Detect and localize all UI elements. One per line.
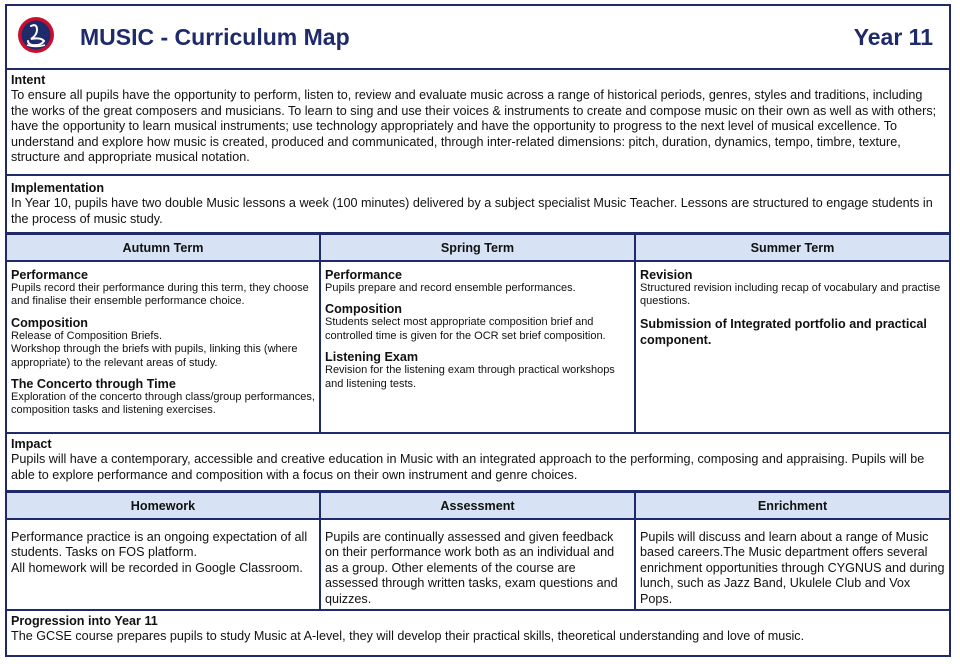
summer-submission-heading: Submission of Integrated portfolio and practical component. (640, 316, 927, 347)
curriculum-map (5, 4, 951, 657)
terms-row (7, 262, 949, 434)
progression-title: Progression into Year 11 (11, 614, 158, 628)
summer-revision-text: Structured revision including recap of vocabulary and practise questions. (640, 282, 941, 308)
implementation-section (7, 176, 949, 234)
autumn-performance-text: Pupils record their performance during this term, they choose and finalise their ensemble performance choice. (11, 282, 309, 308)
impact-text: Pupils will have a contemporary, accessible and creative education in Music with an integrated approach to the performing, composing and appraising. Pupils will be able to explore performance and composition with a focus on their own instrument and genre choices. (11, 452, 925, 482)
spring-listening-heading: Listening Exam (325, 350, 419, 365)
summer-revision (640, 268, 945, 309)
spring-performance-heading: Performance (325, 268, 402, 282)
autumn-composition (11, 316, 315, 370)
spring-listening-text: Revision for the listening exam through practical workshops and listening tests. (325, 364, 615, 390)
page-title: MUSIC - Curriculum Map (80, 24, 350, 50)
assessment-header: Assessment (321, 492, 636, 520)
summer-term-cell (636, 262, 949, 432)
progression-section (7, 609, 949, 655)
year-label: Year 11 (853, 24, 933, 50)
intent-section (7, 68, 949, 176)
bottom-row (7, 520, 949, 611)
enrichment-text: Pupils will discuss and learn about a range of Music based careers.The Music department offers several enrichment opportunities through CYGNUS and during lunch, such as Jazz Band, Ukulele Club and Vox Pops. (640, 530, 945, 606)
bottom-header-row (7, 492, 949, 520)
homework-text: Performance practice is an ongoing expectation of all students. Tasks on FOS platform. All homework will be recorded in Google Classroom. (7, 520, 321, 609)
intent-title: Intent (11, 73, 46, 87)
autumn-concerto-heading: The Concerto through Time (11, 377, 176, 392)
spring-performance-text: Pupils prepare and record ensemble performances. (325, 282, 576, 294)
summer-submission (640, 316, 945, 348)
intent-text: To ensure all pupils have the opportunity to perform, listen to, review and evaluate music across a range of historical periods, genres, styles and traditions, including the works of the great composers and musicians. To learn to sing and use their voices & instruments to create and compose music on their own as well as with others; have the opportunity to learn musical instruments; use technology appropriately and have the opportunity to progress to the next level of musical excellence. To understand and explore how music is created, produced and communicated, through inter-related dimensions: pitch, duration, dynamics, tempo, timbre, texture, structure and appropriate musical notation. (11, 88, 937, 165)
implementation-text: In Year 10, pupils have two double Music lessons a week (100 minutes) delivered by a subject specialist Music Teacher. Lessons are structured to engage students in the process of music study. (11, 196, 933, 226)
enrichment-header: Enrichment (636, 492, 949, 520)
term-header-row (7, 234, 949, 262)
spring-composition (325, 302, 630, 343)
autumn-performance-heading: Performance (11, 268, 88, 282)
swan-crest-icon (17, 16, 55, 54)
homework-header: Homework (7, 492, 321, 520)
autumn-composition-heading: Composition (11, 315, 88, 330)
autumn-concerto-text: Exploration of the concerto through class/group performances, composition tasks and listening exercises. (11, 391, 315, 417)
implementation-title: Implementation (11, 181, 105, 195)
impact-section (7, 432, 949, 492)
spring-listening-exam (325, 350, 630, 391)
autumn-composition-text: Release of Composition Briefs. Workshop through the briefs with pupils, linking this (where appropriate) to the relevant areas of study. (11, 329, 298, 369)
impact-title: Impact (11, 437, 52, 451)
assessment-text: Pupils are continually assessed and given feedback on their performance work both as an individual and as a group. Other elements of the course are assessed through written tasks, exam questions and quizzes. (321, 520, 636, 609)
spring-performance (325, 268, 630, 295)
header (7, 6, 949, 70)
progression-text: The GCSE course prepares pupils to study Music at A-level, they will develop their practical skills, theoretical understanding and love of music. (11, 629, 805, 644)
spring-term-header: Spring Term (321, 234, 636, 262)
spring-composition-text: Students select most appropriate composition brief and controlled time is given for the OCR set brief composition. (325, 316, 606, 342)
spring-composition-heading: Composition (325, 302, 402, 317)
summer-revision-heading: Revision (640, 268, 693, 282)
autumn-concerto (11, 377, 315, 418)
autumn-term-header: Autumn Term (7, 234, 321, 262)
summer-term-header: Summer Term (636, 234, 949, 262)
autumn-performance (11, 268, 315, 309)
spring-term-cell (321, 262, 636, 432)
autumn-term-cell (7, 262, 321, 432)
